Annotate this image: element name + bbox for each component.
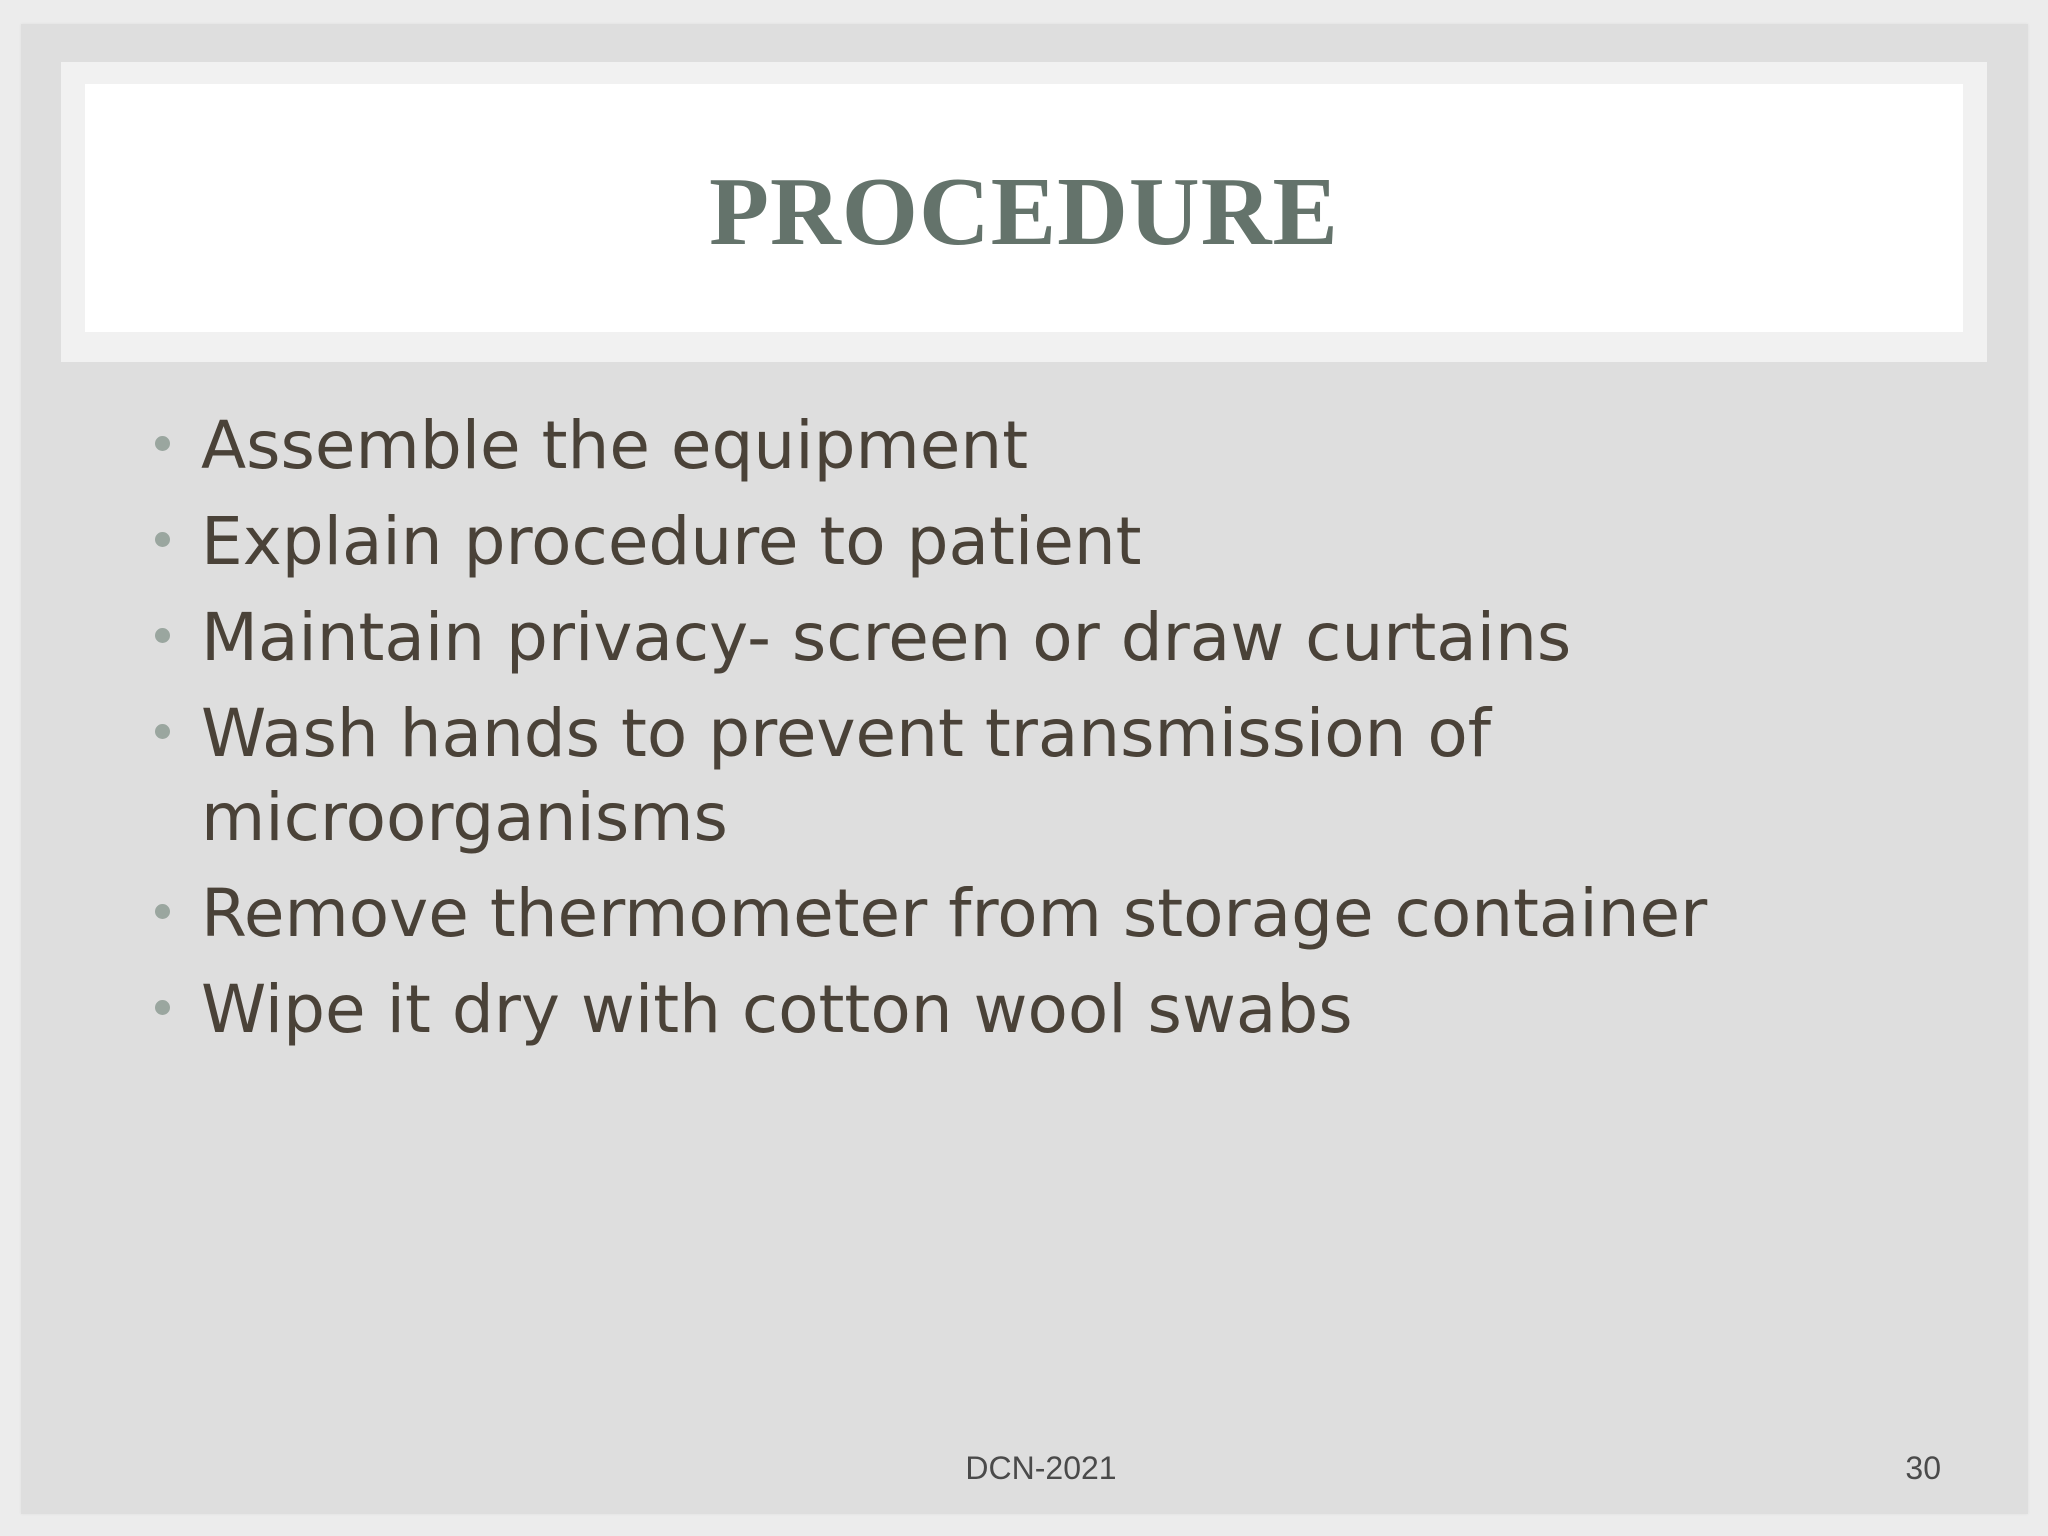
bullet-dot-icon bbox=[155, 628, 170, 643]
bullet-item bbox=[145, 596, 1905, 680]
title-box bbox=[85, 84, 1963, 332]
bullet-dot-icon bbox=[155, 904, 170, 919]
title-frame bbox=[61, 62, 1987, 362]
bullet-item bbox=[145, 404, 1905, 488]
bullet-list bbox=[145, 404, 1905, 1064]
slide bbox=[21, 24, 2028, 1514]
bullet-text: Explain procedure to patient bbox=[201, 503, 1142, 580]
bullet-text: Assemble the equipment bbox=[201, 407, 1029, 484]
bullet-dot-icon bbox=[155, 1000, 170, 1015]
slide-page-number: 30 bbox=[1905, 1450, 1941, 1486]
bullet-dot-icon bbox=[155, 436, 170, 451]
bullet-item bbox=[145, 500, 1905, 584]
bullet-item bbox=[145, 968, 1905, 1052]
bullet-text: Remove thermometer from storage container bbox=[201, 875, 1708, 952]
bullet-text: Maintain privacy- screen or draw curtains bbox=[201, 599, 1572, 676]
bullet-text: Wipe it dry with cotton wool swabs bbox=[201, 971, 1353, 1048]
bullet-dot-icon bbox=[155, 724, 170, 739]
slide-footer: DCN-2021 bbox=[965, 1450, 1117, 1486]
bullet-item bbox=[145, 692, 1905, 860]
bullet-dot-icon bbox=[155, 532, 170, 547]
bullet-text: Wash hands to prevent transmission of microorganisms bbox=[201, 695, 1492, 856]
slide-title: PROCEDURE bbox=[709, 158, 1339, 266]
bullet-item bbox=[145, 872, 1905, 956]
